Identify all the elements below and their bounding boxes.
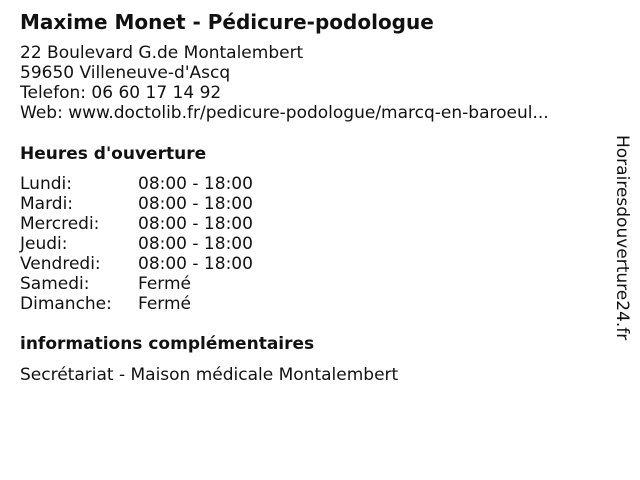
day-label: Jeudi: [20, 234, 68, 254]
opening-hours-heading: Heures d'ouverture [20, 144, 207, 164]
hours-row-friday [20, 254, 253, 274]
address-line-2: 59650 Villeneuve-d'Ascq [20, 63, 231, 83]
hours-row-saturday [20, 274, 253, 294]
time-value: 08:00 - 18:00 [138, 234, 253, 254]
time-value: 08:00 - 18:00 [138, 254, 253, 274]
contact-block [20, 43, 549, 123]
day-label: Vendredi: [20, 254, 101, 274]
time-value: 08:00 - 18:00 [138, 214, 253, 234]
hours-row-wednesday [20, 214, 253, 234]
time-value: Fermé [138, 274, 192, 294]
website-link[interactable]: Web: www.doctolib.fr/pedicure-podologue/marcq-en-baroeul... [20, 103, 549, 123]
hours-row-monday [20, 174, 253, 194]
additional-info-heading: informations complémentaires [20, 334, 315, 354]
day-label: Mercredi: [20, 214, 100, 234]
additional-info-text: Secrétariat - Maison médicale Montalembert [20, 365, 399, 385]
business-title: Maxime Monet - Pédicure-podologue [20, 10, 434, 34]
day-label: Dimanche: [20, 294, 112, 314]
opening-hours-list [20, 174, 253, 314]
time-value: Fermé [138, 294, 192, 314]
phone-number: Telefon: 06 60 17 14 92 [20, 83, 222, 103]
hours-row-sunday [20, 294, 253, 314]
address-line-1: 22 Boulevard G.de Montalembert [20, 43, 304, 63]
site-watermark: Horairesdouverture24.fr [612, 135, 632, 341]
day-label: Lundi: [20, 174, 72, 194]
hours-row-thursday [20, 234, 253, 254]
time-value: 08:00 - 18:00 [138, 174, 253, 194]
hours-row-tuesday [20, 194, 253, 214]
time-value: 08:00 - 18:00 [138, 194, 253, 214]
day-label: Samedi: [20, 274, 90, 294]
day-label: Mardi: [20, 194, 74, 214]
